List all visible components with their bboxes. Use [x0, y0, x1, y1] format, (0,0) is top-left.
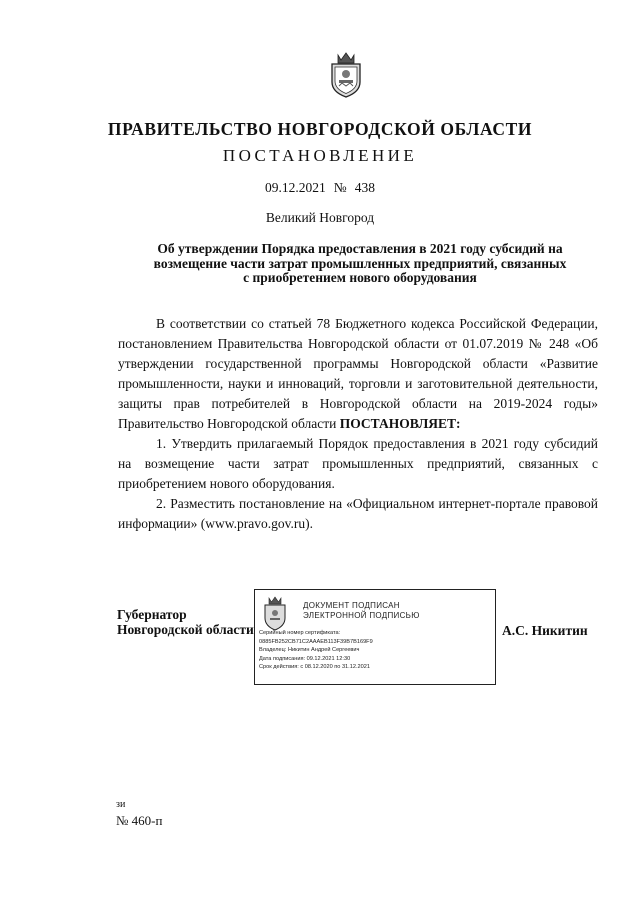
preamble-paragraph	[118, 314, 598, 434]
electronic-signature-stamp	[254, 589, 496, 685]
signing-date: Дата подписания: 09.12.2021 12:30	[259, 655, 351, 662]
certificate-number: 0885FB252CB71C2AAAEB113F39B7B169F9	[259, 638, 373, 645]
signatory-name: А.С. Никитин	[502, 623, 588, 638]
certificate-owner: Владелец: Никитин Андрей Сергеевич	[259, 647, 360, 654]
stamp-title-line-2: ЭЛЕКТРОННОЙ ПОДПИСЬЮ	[303, 611, 420, 620]
date-number-line	[0, 180, 640, 196]
document-date: 09.12.2021	[265, 180, 326, 195]
stamp-coat-of-arms-icon	[262, 595, 288, 631]
decree-word: ПОСТАНОВЛЯЕТ:	[339, 416, 461, 431]
item-1: 1. Утвердить прилагаемый Порядок предоставления в 2021 году субсидий на возмещение части затрат промышленных предприятий, связанных с приобретением нового оборудования.	[118, 436, 598, 491]
document-number: 438	[354, 180, 375, 195]
city: Великий Новгород	[265, 210, 375, 225]
document-body	[118, 314, 598, 534]
subject-line-3: с приобретением нового оборудования	[243, 270, 477, 285]
executor-initials: зи	[116, 799, 126, 810]
role-line-1: Губернатор	[117, 607, 187, 622]
registration-number: № 460-п	[116, 813, 163, 828]
stamp-title	[303, 601, 420, 621]
document-subject	[130, 242, 590, 286]
certificate-validity: Срок действия: с 08.12.2020 по 31.12.2021	[259, 664, 370, 671]
role-line-2: Новгородской области	[117, 622, 254, 637]
subject-line-2: возмещение части затрат промышленных предприятий, связанных	[153, 255, 567, 271]
number-sign: №	[333, 180, 347, 195]
item-2: 2. Разместить постановление на «Официальном интернет-портале правовой информации» (www.pravo.gov.ru).	[118, 496, 598, 531]
stamp-details	[259, 629, 373, 672]
stamp-title-line-1: ДОКУМЕНТ ПОДПИСАН	[303, 601, 400, 610]
government-title: ПРАВИТЕЛЬСТВО НОВГОРОДСКОЙ ОБЛАСТИ	[107, 119, 533, 139]
signatory-role	[117, 607, 254, 637]
subject-line-1: Об утверждении Порядка предоставления в 2021 году субсидий на	[157, 241, 563, 256]
footer-note	[116, 797, 162, 829]
preamble-text: В соответствии со статьей 78 Бюджетного кодекса Российской Федерации, постановлением Правительства Новгородской области от 01.07.2019 № 248 «Об утверждении государственной программы Новгородской области «Развитие промышленности, науки и инноваций, торговли и заготовительной деятельности, защиты прав потребителей в Новгородской области на 2019-2024 годы» Правительство Новгородской области	[118, 316, 598, 431]
coat-of-arms-icon	[328, 50, 364, 98]
document-type: ПОСТАНОВЛЕНИЕ	[222, 146, 418, 165]
certificate-label: Серийный номер сертификата:	[259, 630, 341, 636]
